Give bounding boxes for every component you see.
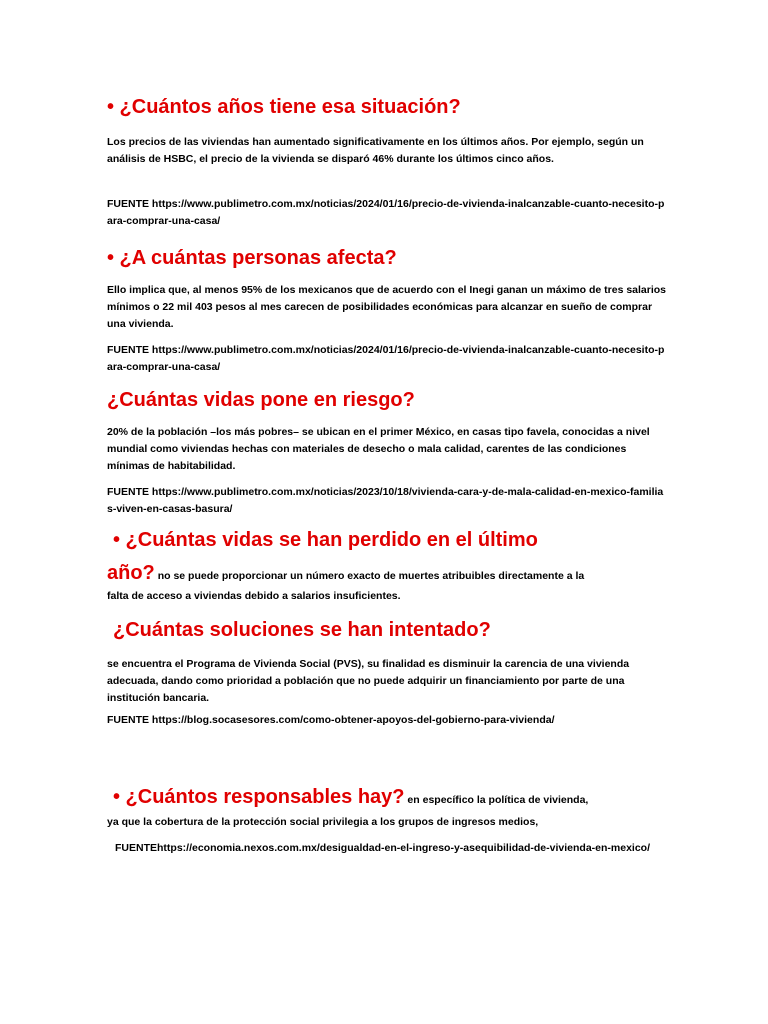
source-years: FUENTE https://www.publimetro.com.mx/noticias/2024/01/16/precio-de-vivienda-inalcanzable-cuanto-necesito-para-comprar-una-casa/ xyxy=(107,198,665,227)
heading-lives-lost-tail: año? xyxy=(107,562,155,584)
heading-solutions: ¿Cuántas soluciones se han intentado? xyxy=(113,619,491,641)
source-solutions: FUENTE https://blog.socasesores.com/como-obtener-apoyos-del-gobierno-para-vivienda/ xyxy=(107,714,555,726)
responsables-line xyxy=(113,785,673,809)
heading-lives-at-risk: ¿Cuántas vidas pone en riesgo? xyxy=(107,389,415,411)
paragraph-lives-lost-inline: no se puede proporcionar un número exacto de muertes atribuibles directamente a la xyxy=(154,570,585,582)
heading-people-affected: • ¿A cuántas personas afecta? xyxy=(107,247,397,269)
paragraph-lives-at-risk: 20% de la población –los más pobres– se ubican en el primer México, en casas tipo favela, conocidas a nivel mundial como viviendas hechas con materiales de desecho o mala calidad, carentes de las condiciones mínimas de habitabilidad. xyxy=(107,426,650,472)
source-lives-at-risk: FUENTE https://www.publimetro.com.mx/noticias/2023/10/18/vivienda-cara-y-de-mala-calidad-en-mexico-familias-viven-en-casas-basura/ xyxy=(107,486,664,515)
paragraph-people-affected: Ello implica que, al menos 95% de los mexicanos que de acuerdo con el Inegi ganan un máximo de tres salarios mínimos o 22 mil 403 pesos al mes carecen de posibilidades económicas para alcanzar en sueño de comprar una vivienda. xyxy=(107,284,667,330)
heading-responsables: • ¿Cuántos responsables hay? xyxy=(113,786,405,808)
paragraph-responsables: ya que la cobertura de la protección social privilegia a los grupos de ingresos medios, xyxy=(107,816,539,828)
heading-years: • ¿Cuántos años tiene esa situación? xyxy=(107,96,461,118)
heading-lives-lost: • ¿Cuántas vidas se han perdido en el último xyxy=(113,529,538,551)
source-responsables: FUENTEhttps://economia.nexos.com.mx/desigualdad-en-el-ingreso-y-asequibilidad-de-vivienda-en-mexico/ xyxy=(115,842,651,854)
paragraph-years: Los precios de las viviendas han aumentado significativamente en los últimos años. Por ejemplo, según un análisis de HSBC, el precio de la vivienda se disparó 46% durante los últimos cinco años. xyxy=(107,136,644,165)
paragraph-lives-lost: falta de acceso a viviendas debido a salarios insuficientes. xyxy=(107,590,401,602)
paragraph-solutions: se encuentra el Programa de Vivienda Social (PVS), su finalidad es disminuir la carencia de una vivienda adecuada, dando como prioridad a población que no puede adquirir un financiamiento por parte de una institución bancaria. xyxy=(107,658,630,704)
lives-lost-line xyxy=(107,561,667,585)
source-people-affected: FUENTE https://www.publimetro.com.mx/noticias/2024/01/16/precio-de-vivienda-inalcanzable-cuanto-necesito-para-comprar-una-casa/ xyxy=(107,344,665,373)
paragraph-responsables-inline: en específico la política de vivienda, xyxy=(404,794,589,806)
